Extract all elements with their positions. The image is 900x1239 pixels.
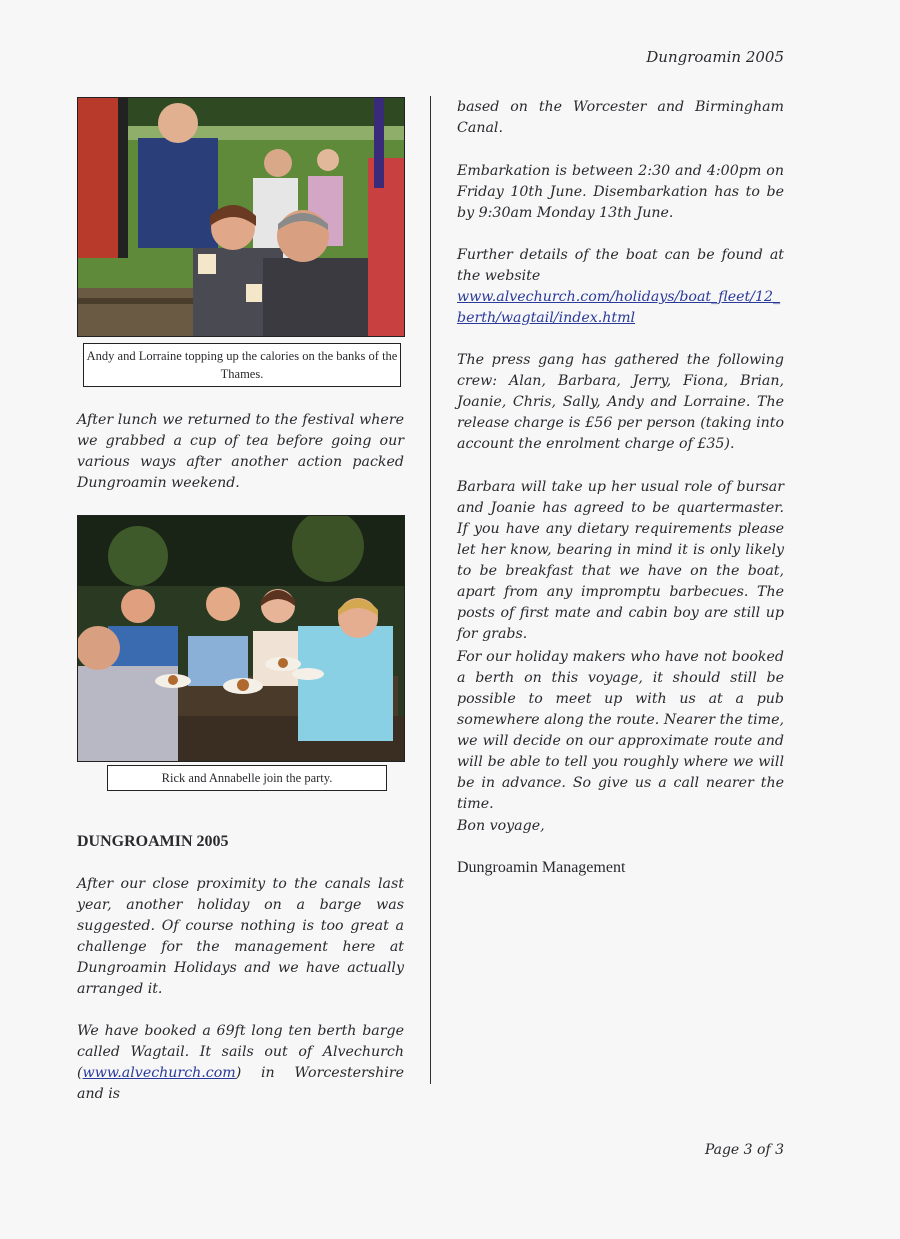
- paragraph: After lunch we returned to the festival where we grabbed a cup of tea before going our various ways after another action packed Dungroamin weekend.: [77, 412, 404, 491]
- wagtail-link[interactable]: www.alvechurch.com/holidays/boat_fleet/12_berth/wagtail/index.html: [457, 289, 781, 326]
- photo-pub-image: [78, 516, 404, 761]
- paragraph: Embarkation is between 2:30 and 4:00pm on Friday 10th June. Disembarkation has to be by 9:30am Monday 13th June.: [457, 163, 784, 221]
- photo-caption: Andy and Lorraine topping up the calories on the banks of the Thames.: [83, 343, 401, 387]
- section-heading: DUNGROAMIN 2005: [77, 833, 229, 850]
- paragraph-text: Further details of the boat can be found at the website: [457, 247, 784, 284]
- paragraph-text: ) in Worcestershire and is: [77, 1065, 404, 1102]
- sign-off-greeting: Bon voyage,: [457, 818, 545, 834]
- column-divider: [430, 96, 431, 1084]
- paragraph: The press gang has gathered the following crew: Alan, Barbara, Jerry, Fiona, Brian, Joanie, Chris, Sally, Andy and Lorraine. The release charge is £56 per person (taking into account the enrolment charge of £35).: [457, 352, 784, 452]
- photo-rick-annabelle: [77, 515, 405, 762]
- paragraph: After our close proximity to the canals last year, another holiday on a barge was suggested. Of course nothing is too great a challenge for the management here at Dungroamin Holidays and we have actually arranged it.: [77, 876, 404, 997]
- page-number: Page 3 of 3: [704, 1142, 784, 1158]
- photo-caption: Rick and Annabelle join the party.: [107, 765, 387, 791]
- photo-picnic-image: [78, 98, 404, 336]
- paragraph: For our holiday makers who have not booked a berth on this voyage, it should still be possible to meet up with us at a pub somewhere along the route. Nearer the time, we will decide on our approximate route and will be able to tell you roughly where we will be in advance. So give us a call nearer the time.: [457, 649, 784, 812]
- paragraph: Barbara will take up her usual role of bursar and Joanie has agreed to be quartermaster. If you have any dietary requirements please let her know, bearing in mind it is only likely to be breakfast that we have on the boat, apart from any impromptu barbecues. The posts of first mate and cabin boy are still up for grabs.: [457, 479, 784, 642]
- alvechurch-link[interactable]: www.alvechurch.com: [82, 1065, 236, 1081]
- page-header-title: Dungroamin 2005: [646, 48, 784, 66]
- paragraph: [457, 245, 784, 329]
- paragraph: [77, 1021, 404, 1105]
- sign-off-name: Dungroamin Management: [457, 859, 626, 876]
- paragraph-text: We have booked a 69ft long ten berth barge called Wagtail. It sails out of Alvechurch (: [77, 1023, 404, 1081]
- paragraph: based on the Worcester and Birmingham Canal.: [457, 99, 784, 136]
- photo-andy-lorraine: [77, 97, 405, 337]
